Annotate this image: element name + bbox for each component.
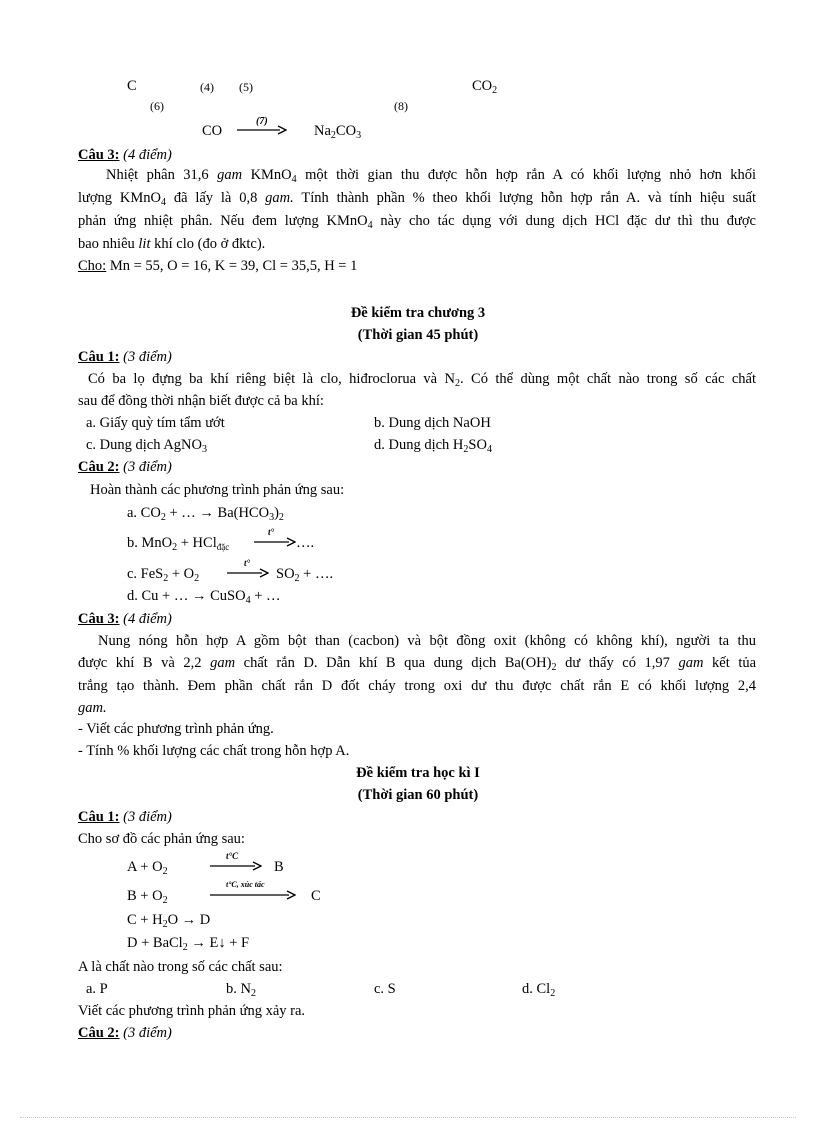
question-heading: Câu 1: (3 điểm) bbox=[78, 809, 172, 825]
paragraph-line: lượng KMnO$_4$ đã lấy là 0,8 gam. Tính thành phần % theo khối lượng hỗn hợp rắn A. và tính hiệu suất bbox=[78, 190, 756, 208]
condition-label: t° bbox=[268, 527, 275, 537]
scheme-na2co3: $Na_2CO_3$ bbox=[314, 123, 362, 141]
paragraph-line: Nung nóng hỗn hợp A gồm bột than (cacbon) và bột đồng oxit (không có không khí), người ta thu bbox=[98, 633, 756, 649]
section-time: (Thời gian 60 phút) bbox=[357, 787, 479, 803]
option-b: b. Dung dịch NaOH bbox=[374, 415, 491, 431]
arrow-icon bbox=[237, 125, 287, 135]
arrow-icon bbox=[210, 890, 296, 900]
scheme-co: CO bbox=[202, 123, 223, 139]
paragraph-line: trắng tạo thành. Đem phần chất rắn D đốt cháy trong oxi dư thu được chất rắn E có khối lượng 2,4 bbox=[78, 678, 756, 694]
question-heading: Câu 2: (3 điểm) bbox=[78, 459, 172, 475]
atomic-masses: Cho: Mn = 55, O = 16, K = 39, Cl = 35,5, H = 1 bbox=[78, 258, 358, 274]
equation-b: b. MnO$_2$ + HCl$_{đặc}$ bbox=[127, 535, 230, 553]
scheme-step-6: (6) bbox=[150, 99, 164, 113]
reaction-4: D + BaCl$_2$ → E↓ + F bbox=[127, 935, 250, 953]
paragraph-line: gam. bbox=[78, 700, 107, 716]
option-d: d. $Cl_2$ bbox=[522, 981, 556, 999]
reaction-2-product: C bbox=[311, 888, 321, 904]
question-heading: Câu 1: (3 điểm) bbox=[78, 349, 172, 365]
equation-c-product: $SO_2$ + …. bbox=[276, 566, 334, 584]
paragraph-line: Viết các phương trình phản ứng xảy ra. bbox=[78, 1003, 306, 1019]
scheme-step-4: (4) bbox=[200, 80, 214, 94]
scheme-step-7: (7) bbox=[256, 116, 268, 127]
reaction-1: $A + O_2$ bbox=[127, 859, 168, 877]
paragraph-line: Nhiệt phân 31,6 gam KMnO$_4$ một thời gian thu được hỗn hợp rắn A có khối lượng nhỏ hơn khối bbox=[106, 167, 757, 185]
section-title: Đề kiểm tra học kì I bbox=[356, 765, 480, 781]
equation-a: a. $CO_2$ + … → $Ba(HCO_3)_2$ bbox=[127, 505, 284, 523]
section-time: (Thời gian 45 phút) bbox=[357, 327, 479, 343]
paragraph-line: Hoàn thành các phương trình phản ứng sau: bbox=[90, 482, 345, 498]
equation-b-product: …. bbox=[296, 535, 315, 551]
scheme-c: C bbox=[127, 78, 137, 94]
condition-label: t° bbox=[244, 558, 251, 568]
question-heading: Câu 2: (3 điểm) bbox=[78, 1025, 172, 1041]
question-heading: Câu 3: (4 điểm) bbox=[78, 147, 172, 163]
option-b: b. $N_2$ bbox=[226, 981, 256, 999]
scheme-co2: $CO_2$ bbox=[472, 78, 498, 96]
condition-label: t°C bbox=[226, 851, 239, 861]
arrow-icon bbox=[210, 861, 262, 871]
condition-label: t°C, xúc tác bbox=[226, 880, 265, 889]
equation-c: c. $FeS_2 + O_2$ bbox=[127, 566, 200, 584]
arrow-icon bbox=[227, 568, 269, 578]
paragraph-line: phản ứng nhiệt phân. Nếu đem lượng KMnO$_4$ này cho tác dụng với dung dịch HCl đặc dư thì thu được bbox=[78, 213, 756, 231]
reaction-3: $C + H_2O \to D$ bbox=[127, 912, 211, 930]
arrow-icon bbox=[254, 537, 296, 547]
equation-d: d. Cu + … → CuSO$_4$ + … bbox=[127, 588, 281, 606]
paragraph-line: sau để đồng thời nhận biết được cả ba khí: bbox=[78, 393, 324, 409]
option-a: a. Giấy quỳ tím tẩm ướt bbox=[86, 415, 225, 431]
question-heading: Câu 3: (4 điểm) bbox=[78, 611, 172, 627]
section-title: Đề kiểm tra chương 3 bbox=[350, 305, 486, 321]
paragraph-line: Cho sơ đồ các phản ứng sau: bbox=[78, 831, 245, 847]
option-c: c. S bbox=[374, 981, 396, 997]
paragraph-line: A là chất nào trong số các chất sau: bbox=[78, 959, 283, 975]
reaction-2: $B + O_2$ bbox=[127, 888, 168, 906]
reaction-1-product: B bbox=[274, 859, 284, 875]
bullet-line: - Tính % khối lượng các chất trong hỗn hợp A. bbox=[78, 743, 350, 759]
scheme-step-5: (5) bbox=[239, 80, 253, 94]
page-footer-rule bbox=[20, 1117, 796, 1118]
option-a: a. P bbox=[86, 981, 108, 997]
option-d: d. Dung dịch $H_2SO_4$ bbox=[374, 437, 492, 455]
paragraph-line: bao nhiêu lit khí clo (đo ở đktc). bbox=[78, 236, 266, 252]
bullet-line: - Viết các phương trình phản ứng. bbox=[78, 721, 274, 737]
option-c: c. Dung dịch AgNO$_3$ bbox=[86, 437, 207, 455]
paragraph-line: được khí B và 2,2 gam chất rắn D. Dẫn khí B qua dung dịch $Ba(OH)_2$ dư thấy có 1,97 gam kết tủa bbox=[78, 655, 757, 673]
scheme-step-8: (8) bbox=[394, 99, 408, 113]
paragraph-line: Có ba lọ đựng ba khí riêng biệt là clo, hiđroclorua và $N_2$. Có thể dùng một chất nào trong số các chất bbox=[88, 371, 756, 389]
